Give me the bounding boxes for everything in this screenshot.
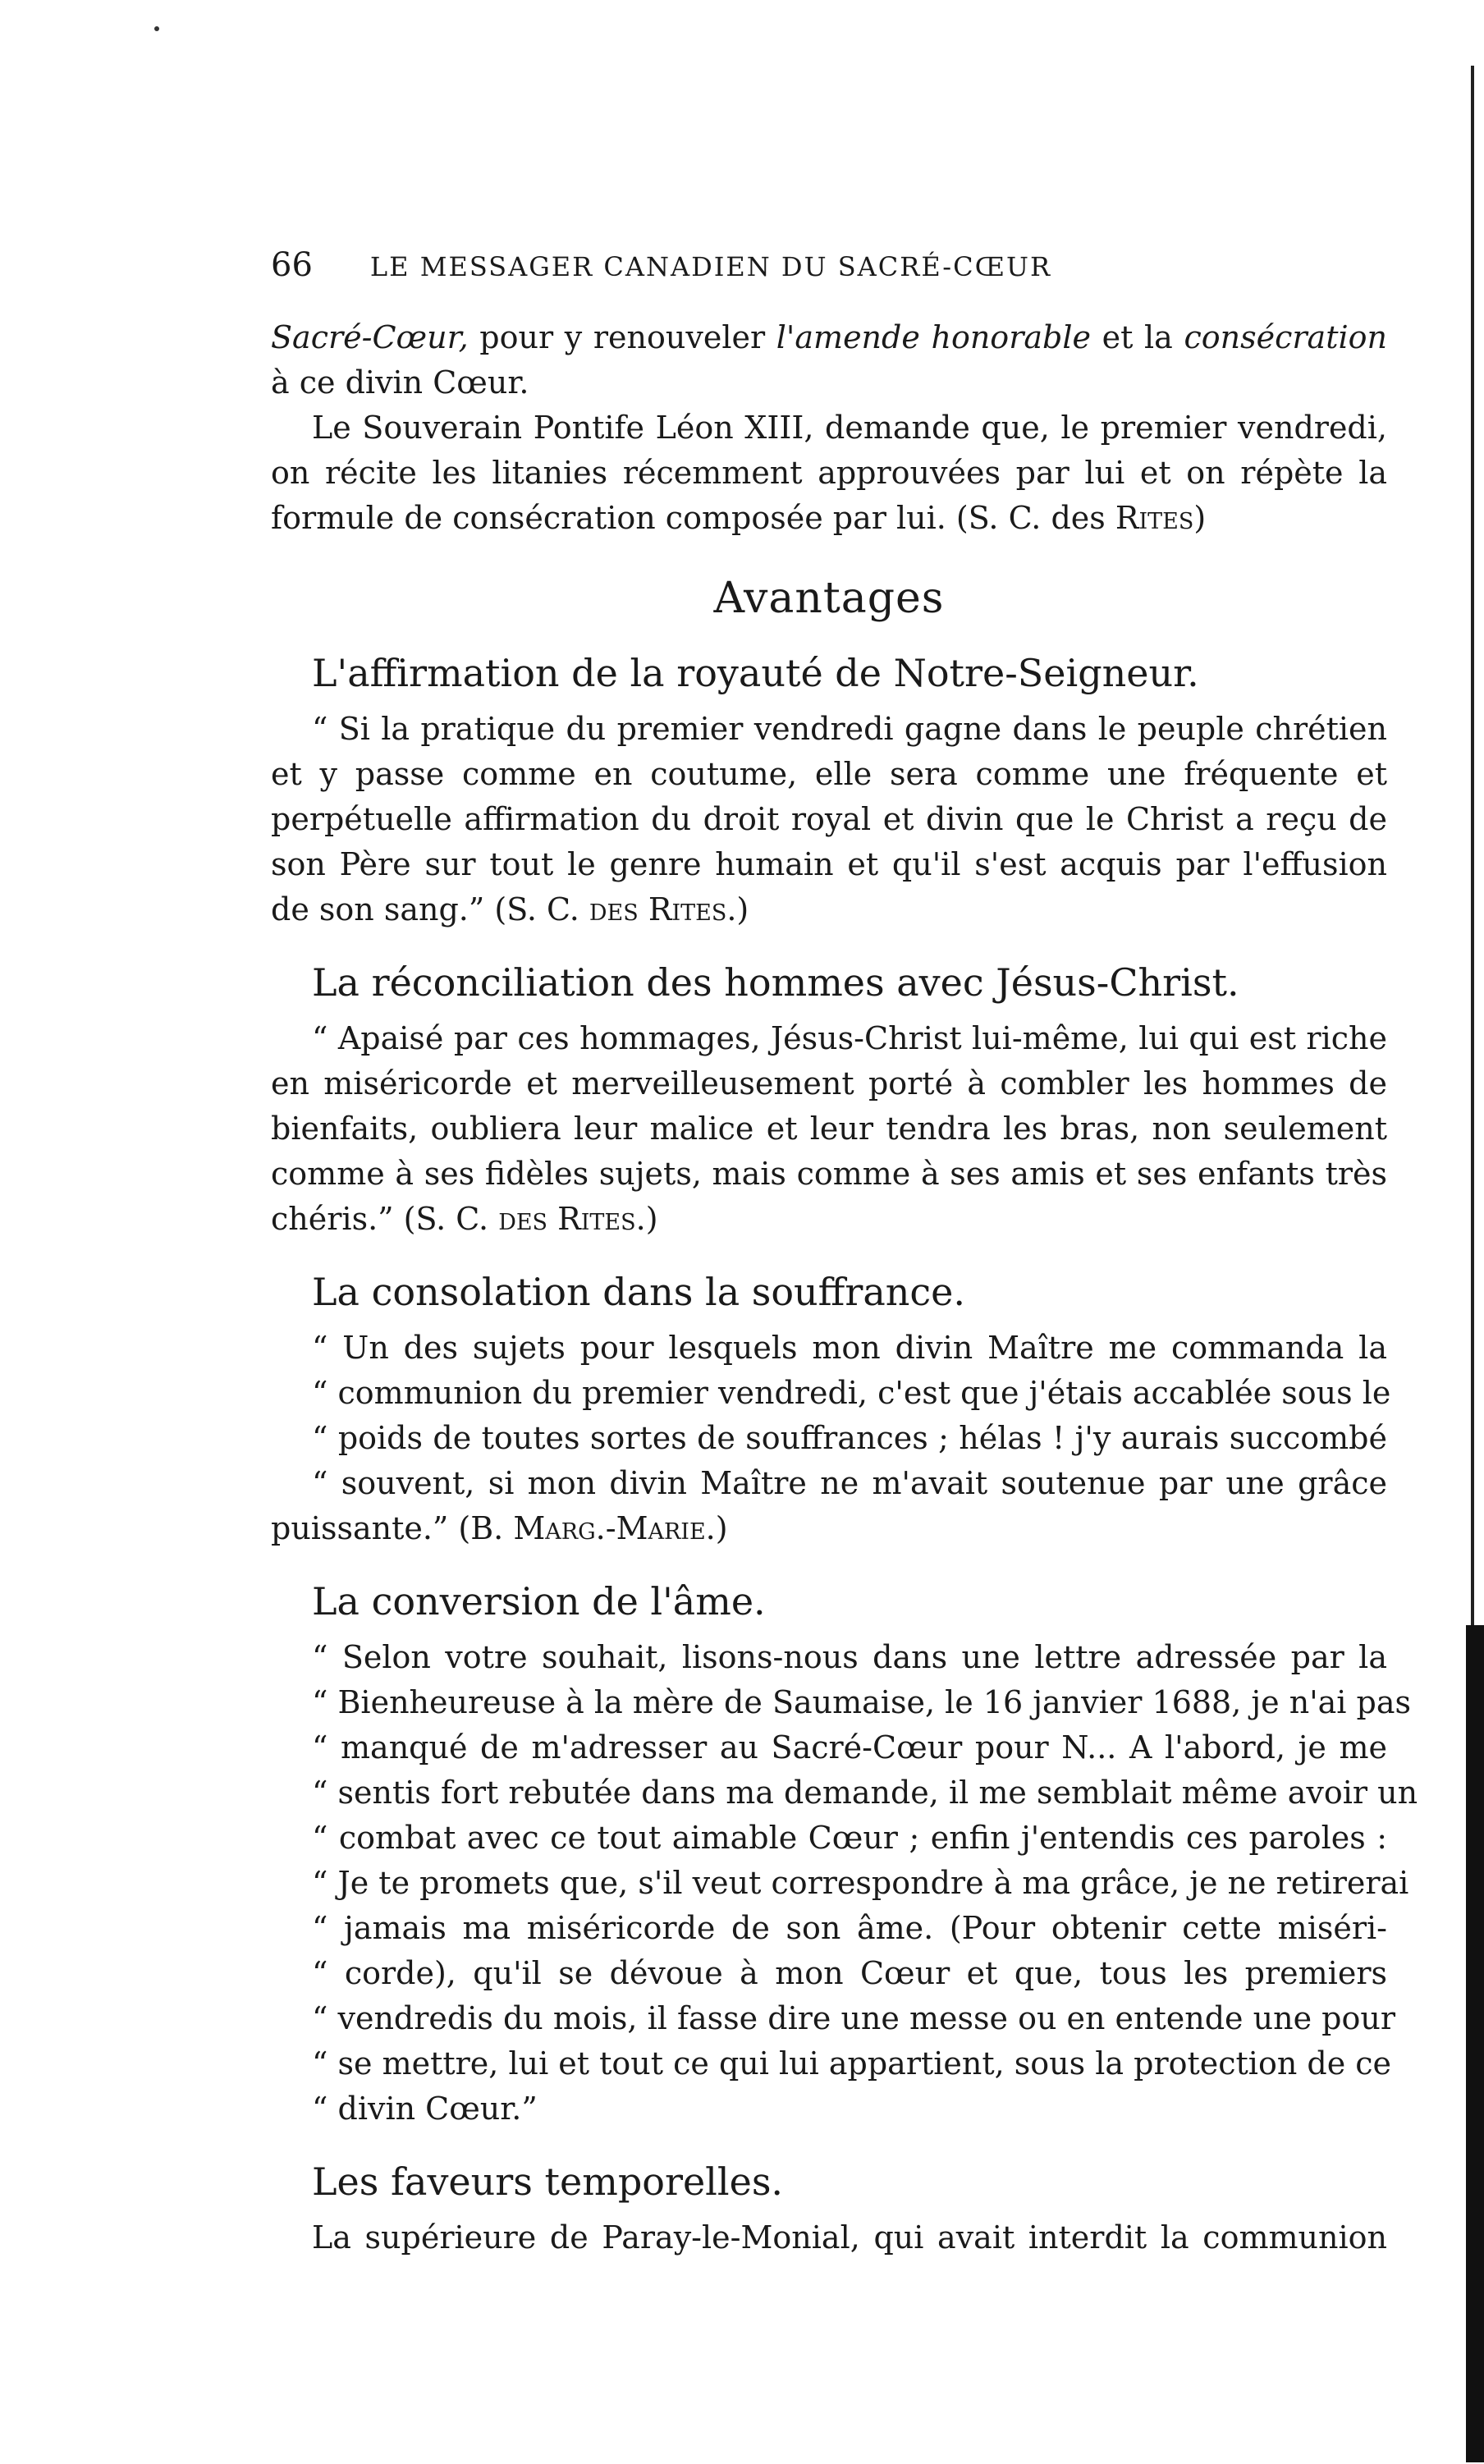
italic-amende-honorable: l'amende honorable bbox=[776, 319, 1091, 355]
subheading-conversion: La conversion de l'âme. bbox=[312, 1579, 766, 1624]
subheading-affirmation: L'affirmation de la royauté de Notre-Seigneur. bbox=[312, 651, 1199, 695]
quote-line: “ sentis fort rebutée dans ma demande, il me semblait même avoir un bbox=[312, 1775, 1418, 1811]
paragraph-faveurs: La supérieure de Paray-le-Monial, qui avait interdit la communion bbox=[312, 2219, 1387, 2256]
quote-line: “ corde), qu'il se dévoue à mon Cœur et que, tous les premiers bbox=[312, 1955, 1387, 1991]
citation-smallcaps: Marg.-Marie. bbox=[513, 1510, 716, 1546]
quote-line: “ Je te promets que, s'il veut correspondre à ma grâce, je ne retirerai bbox=[312, 1865, 1409, 1901]
text-fragment: à ce divin Cœur. bbox=[271, 364, 529, 401]
running-header bbox=[271, 246, 1387, 284]
intro-paragraph-2 bbox=[271, 405, 1387, 541]
quote-line: “ poids de toutes sortes de souffrances ; hélas ! j'y aurais succombé bbox=[312, 1420, 1387, 1456]
text-fragment: ) bbox=[715, 1510, 728, 1546]
quote-conversion bbox=[271, 1635, 1418, 2132]
page-edge-shadow bbox=[1466, 0, 1484, 2464]
text-fragment: ) bbox=[1193, 500, 1207, 536]
running-title: LE MESSAGER CANADIEN DU SACRÉ-CŒUR bbox=[369, 251, 1052, 282]
quote-consolation bbox=[271, 1326, 1391, 1506]
quote-line: “ jamais ma miséricorde de son âme. (Pour obtenir cette miséri- bbox=[312, 1910, 1387, 1946]
subheading-reconciliation: La réconciliation des hommes avec Jésus-Christ. bbox=[312, 960, 1239, 1005]
italic-sacre-coeur: Sacré-Cœur, bbox=[271, 319, 469, 355]
text-fragment: puissante.” (B. bbox=[271, 1510, 514, 1546]
speck-mark bbox=[154, 26, 159, 31]
citation-smallcaps: des Rites. bbox=[498, 1201, 646, 1237]
section-title: Avantages bbox=[713, 574, 945, 623]
quote-line-last bbox=[271, 1506, 1387, 1551]
subheading-faveurs: Les faveurs temporelles. bbox=[312, 2159, 784, 2204]
paragraph-affirmation bbox=[271, 707, 1387, 932]
page bbox=[271, 246, 1418, 2260]
intro-paragraph-1 bbox=[271, 315, 1387, 405]
page-number: 66 bbox=[271, 246, 313, 284]
edge-bar bbox=[1466, 1625, 1484, 2462]
text-fragment: ) bbox=[645, 1201, 658, 1237]
quote-line: “ Bienheureuse à la mère de Saumaise, le 16 janvier 1688, je n'ai pas bbox=[312, 1684, 1412, 1720]
text-fragment: et la bbox=[1090, 319, 1184, 355]
quote-line: “ Un des sujets pour lesquels mon divin Maître me commanda la bbox=[312, 1330, 1387, 1366]
italic-consecration: consécration bbox=[1184, 319, 1387, 355]
citation-smallcaps: des Rites. bbox=[589, 891, 737, 927]
quote-line: “ se mettre, lui et tout ce qui lui appartient, sous la protection de ce bbox=[312, 2045, 1392, 2082]
text-fragment: “ Apaisé par ces hommages, Jésus-Christ lui-même, lui qui est riche en miséricorde et merveilleusement porté à combler les hommes de bienfaits, oubliera leur malice et leur tendra les bras, non seulement comme à ses fidèles sujets, mais comme à ses amis et ses enfants très chéris.” (S. C. bbox=[271, 1020, 1387, 1237]
text-fragment: Le Souverain Pontife Léon XIII, demande que, le premier vendredi, on récite les litanies récemment approuvées par lui et on répète la formule de consécration composée par lui. (S. C. des bbox=[271, 410, 1387, 536]
citation-smallcaps: Rites bbox=[1115, 500, 1194, 536]
text-fragment: pour y renouveler bbox=[468, 319, 776, 355]
subheading-consolation: La consolation dans la souffrance. bbox=[312, 1270, 965, 1314]
paragraph-reconciliation bbox=[271, 1016, 1387, 1242]
quote-line: “ divin Cœur.” bbox=[312, 2091, 538, 2127]
quote-line: “ manqué de m'adresser au Sacré-Cœur pour N... A l'abord, je me bbox=[312, 1729, 1387, 1766]
quote-line: “ Selon votre souhait, lisons-nous dans une lettre adressée par la bbox=[312, 1639, 1387, 1675]
text-fragment: ) bbox=[736, 891, 749, 927]
quote-line: “ communion du premier vendredi, c'est que j'étais accablée sous le bbox=[312, 1375, 1391, 1411]
quote-line: “ combat avec ce tout aimable Cœur ; enfin j'entendis ces paroles : bbox=[312, 1820, 1387, 1856]
quote-line: “ souvent, si mon divin Maître ne m'avait soutenue par une grâce bbox=[312, 1465, 1387, 1501]
quote-line: “ vendredis du mois, il fasse dire une messe ou en entende une pour bbox=[312, 2000, 1395, 2036]
text-fragment: “ Si la pratique du premier vendredi gagne dans le peuple chrétien et y passe comme en coutume, elle sera comme une fréquente et perpétuelle affirmation du droit royal et divin que le Christ a reçu de son Père sur tout le genre humain et qu'il s'est acquis par l'effusion de son sang.” (S. C. bbox=[271, 711, 1387, 927]
